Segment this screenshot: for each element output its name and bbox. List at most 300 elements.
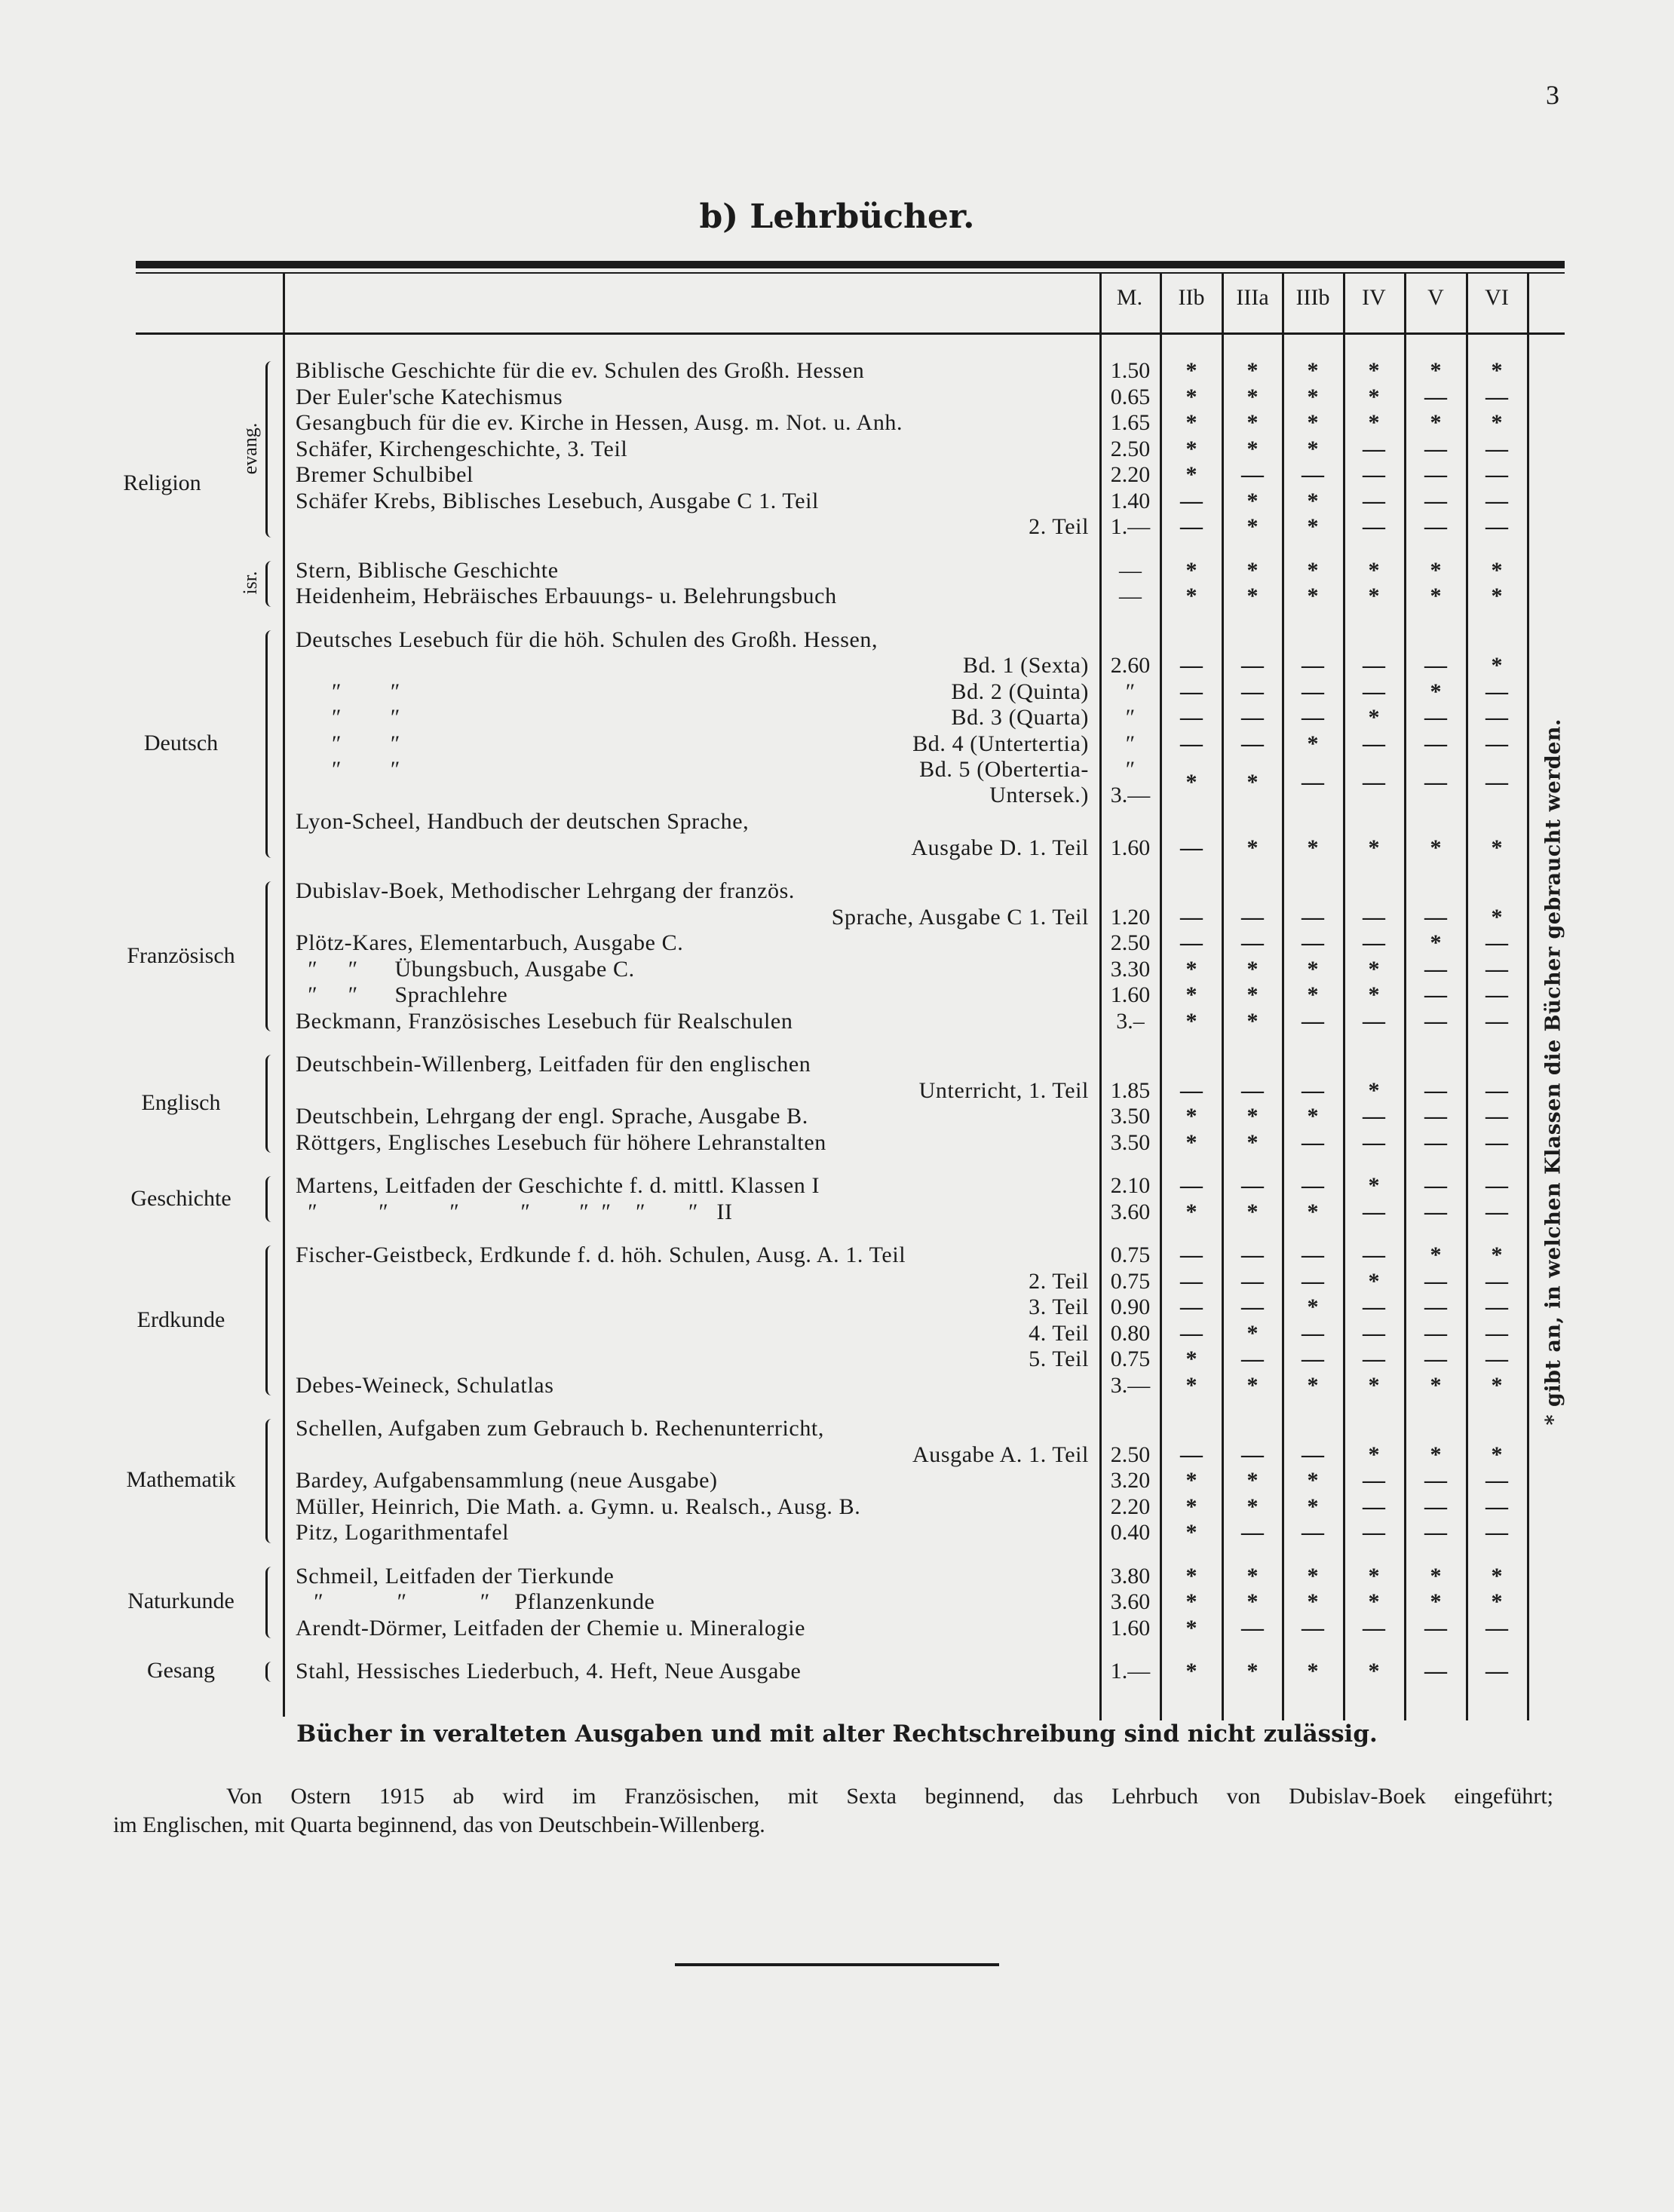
used-mark: * (1491, 1563, 1503, 1589)
used-mark: * (1491, 653, 1503, 678)
not-used-dash: — (1241, 1173, 1264, 1198)
not-used-dash: — (1363, 436, 1385, 461)
not-used-dash: — (1241, 930, 1264, 955)
not-used-dash: — (1424, 1294, 1447, 1319)
not-used-dash: — (1241, 1520, 1264, 1545)
not-used-dash: — (1301, 462, 1324, 487)
subject-label: Deutsch (143, 730, 219, 755)
price: 1.— (1110, 1659, 1151, 1684)
price: 3.— (1110, 1372, 1151, 1398)
price: 2.50 (1110, 1441, 1151, 1467)
table-row (0, 1494, 1674, 1520)
book-title: Debes-Weineck, Schulatlas (296, 1372, 554, 1398)
used-mark: * (1246, 1589, 1259, 1614)
not-used-dash: — (1485, 462, 1508, 487)
used-mark: * (1307, 514, 1319, 539)
used-mark: * (1185, 1468, 1197, 1493)
not-used-dash: — (1180, 514, 1203, 539)
subject-label: Mathematik (126, 1467, 236, 1493)
not-used-dash: — (1180, 1320, 1203, 1346)
not-used-dash: — (1301, 1615, 1324, 1641)
book-title: Deutsches Lesebuch für die höh. Schulen des Großh. Hessen, (296, 627, 878, 652)
used-mark: * (1246, 1494, 1259, 1519)
not-used-dash: — (1363, 1242, 1385, 1267)
section-label: evang. (239, 422, 261, 475)
not-used-dash: — (1241, 653, 1264, 678)
ditto-marks: ″ ″ (332, 705, 400, 730)
table-row (0, 705, 1674, 731)
page-title: b) Lehrbücher. (699, 198, 975, 236)
used-mark: * (1185, 1129, 1197, 1155)
not-used-dash: — (1424, 1077, 1447, 1103)
not-used-dash: — (1485, 1520, 1508, 1545)
not-used-dash: — (1485, 1268, 1508, 1294)
table-row (0, 514, 1674, 540)
not-used-dash: — (1485, 1468, 1508, 1493)
table-row (0, 809, 1674, 835)
used-mark: * (1430, 930, 1442, 955)
used-mark: * (1368, 1659, 1380, 1684)
book-title: Bardey, Aufgabensammlung (neue Ausgabe) (296, 1468, 718, 1493)
subject-label: Religion (123, 470, 201, 495)
used-mark: * (1185, 1347, 1197, 1371)
table-row (0, 358, 1674, 384)
table-row (0, 1564, 1674, 1589)
not-used-dash: — (1180, 904, 1203, 930)
not-used-dash: — (1363, 770, 1385, 795)
not-used-dash: — (1485, 679, 1508, 704)
price: 1.50 (1110, 358, 1151, 383)
column-header: V (1427, 285, 1444, 310)
used-mark: * (1368, 584, 1380, 608)
price: ″ (1125, 679, 1136, 704)
used-mark: * (1246, 956, 1259, 982)
used-mark: * (1185, 436, 1197, 461)
used-mark: * (1368, 956, 1380, 982)
book-title: Pitz, Logarithmentafel (296, 1520, 510, 1545)
column-header: IIb (1178, 285, 1205, 310)
price: 0.75 (1110, 1242, 1151, 1267)
not-used-dash: — (1424, 982, 1447, 1007)
not-used-dash: — (1301, 770, 1324, 795)
not-used-dash: — (1363, 904, 1385, 930)
subject-label: Naturkunde (127, 1589, 235, 1614)
used-mark: * (1368, 982, 1380, 1007)
not-used-dash: — (1485, 1129, 1508, 1155)
not-used-dash: — (1424, 1199, 1447, 1224)
book-title: Der Euler'sche Katechismus (296, 384, 563, 409)
price: 0.80 (1110, 1320, 1151, 1346)
used-mark: * (1430, 1242, 1442, 1267)
column-header: M. (1116, 285, 1143, 310)
not-used-dash: — (1180, 731, 1203, 756)
section-brace (265, 561, 274, 607)
not-used-dash: — (1363, 1008, 1385, 1034)
not-used-dash: — (1241, 731, 1264, 756)
section-brace (265, 1055, 274, 1153)
used-mark: * (1307, 436, 1319, 461)
used-mark: * (1307, 731, 1319, 756)
not-used-dash: — (1424, 1468, 1447, 1493)
section-brace (265, 1662, 274, 1682)
not-used-dash: — (1424, 1615, 1447, 1641)
used-mark: * (1491, 904, 1503, 930)
used-mark: * (1246, 1563, 1259, 1589)
not-used-dash: — (1424, 705, 1447, 730)
not-used-dash: — (1301, 904, 1324, 930)
used-mark: * (1491, 358, 1503, 383)
book-title: Arendt-Dörmer, Leitfaden der Chemie u. Mineralogie (296, 1615, 806, 1641)
book-title: 5. Teil (1029, 1347, 1089, 1371)
used-mark: * (1307, 358, 1319, 383)
not-used-dash: — (1301, 679, 1324, 704)
used-mark: * (1185, 410, 1197, 435)
book-title: Bremer Schulbibel (296, 462, 474, 487)
not-used-dash: — (1424, 1494, 1447, 1519)
book-title: Schäfer Krebs, Biblisches Lesebuch, Ausgabe C 1. Teil (296, 488, 819, 513)
column-header: VI (1485, 285, 1509, 310)
used-mark: * (1307, 1659, 1319, 1684)
table-row (0, 679, 1674, 705)
page-number: 3 (1546, 80, 1559, 110)
not-used-dash: — (1485, 1320, 1508, 1346)
used-mark: * (1491, 1441, 1503, 1467)
not-used-dash: — (1301, 653, 1324, 678)
not-used-dash: — (1424, 384, 1447, 409)
book-title: Ausgabe D. 1. Teil (911, 835, 1089, 860)
used-mark: * (1246, 514, 1259, 539)
book-title: Schmeil, Leitfaden der Tierkunde (296, 1563, 615, 1589)
used-mark: * (1430, 358, 1442, 383)
not-used-dash: — (1424, 1129, 1447, 1155)
used-mark: * (1246, 1104, 1259, 1129)
book-title: Müller, Heinrich, Die Math. a. Gymn. u. Realsch., Ausg. B. (296, 1494, 861, 1519)
not-used-dash: — (1485, 930, 1508, 955)
used-mark: * (1185, 384, 1197, 409)
used-mark: * (1368, 835, 1380, 860)
paragraph-line-1: Von Ostern 1915 ab wird im Französischen, mit Sexta beginnend, das Lehrbuch von Dubislav-Boek eingeführt; (226, 1784, 1553, 1809)
table-row (0, 1347, 1674, 1372)
used-mark: * (1246, 436, 1259, 461)
not-used-dash: — (1424, 1659, 1447, 1684)
not-used-dash: — (1241, 1268, 1264, 1294)
price: 3.30 (1110, 956, 1151, 982)
book-title: Bd. 1 (Sexta) (963, 653, 1089, 678)
used-mark: * (1307, 1468, 1319, 1493)
price: 1.— (1110, 514, 1151, 539)
book-title: Plötz-Kares, Elementarbuch, Ausgabe C. (296, 930, 684, 955)
not-used-dash: — (1424, 1104, 1447, 1129)
price: 2.20 (1110, 462, 1151, 487)
section-brace (265, 881, 274, 1031)
table-row (0, 1242, 1674, 1268)
not-used-dash: — (1301, 705, 1324, 730)
subject-label: Geschichte (130, 1185, 231, 1211)
used-mark: * (1246, 557, 1259, 583)
not-used-dash: — (1485, 1077, 1508, 1103)
used-mark: * (1368, 557, 1380, 583)
not-used-dash: — (1241, 705, 1264, 730)
not-used-dash: — (1241, 1615, 1264, 1641)
used-mark: * (1246, 358, 1259, 383)
book-title: Sprache, Ausgabe C 1. Teil (831, 904, 1089, 930)
used-mark: * (1368, 1077, 1380, 1103)
not-used-dash: — (1241, 679, 1264, 704)
not-used-dash: — (1363, 1104, 1385, 1129)
not-used-dash: — (1424, 653, 1447, 678)
used-mark: * (1185, 1520, 1197, 1545)
column-header: IIIb (1295, 285, 1330, 310)
not-used-dash: — (1180, 1441, 1203, 1467)
ditto-marks: ″ ″ (332, 757, 400, 782)
book-title: ″ ″ ″ ″ ″ ″ ″ ″ II (296, 1199, 733, 1224)
used-mark: * (1307, 1494, 1319, 1519)
used-mark: * (1246, 1008, 1259, 1034)
not-used-dash: — (1424, 904, 1447, 930)
not-used-dash: — (1301, 1242, 1324, 1267)
ditto-marks: ″ ″ (332, 731, 400, 756)
not-used-dash: — (1485, 1173, 1508, 1198)
price: ″ (1125, 731, 1136, 756)
not-used-dash: — (1485, 1199, 1508, 1224)
used-mark: * (1430, 1589, 1442, 1614)
not-used-dash: — (1301, 1320, 1324, 1346)
not-used-dash: — (1180, 488, 1203, 513)
not-used-dash: — (1485, 982, 1508, 1007)
book-title: 2. Teil (1029, 1268, 1089, 1294)
section-brace (265, 361, 274, 538)
used-mark: * (1307, 384, 1319, 409)
not-used-dash: — (1363, 514, 1385, 539)
used-mark: * (1491, 557, 1503, 583)
not-used-dash: — (1301, 1268, 1324, 1294)
section-brace (265, 1419, 274, 1543)
not-used-dash: — (1301, 1441, 1324, 1467)
price: 3.20 (1110, 1468, 1151, 1493)
used-mark: * (1491, 410, 1503, 435)
book-title: Bd. 3 (Quarta) (951, 705, 1089, 730)
not-used-dash: — (1301, 1173, 1324, 1198)
not-used-dash: — (1241, 904, 1264, 930)
not-used-dash: — (1241, 462, 1264, 487)
table-row (0, 1269, 1674, 1294)
not-used-dash: — (1363, 930, 1385, 955)
not-used-dash: — (1424, 770, 1447, 795)
not-used-dash: — (1363, 1468, 1385, 1493)
book-title: Stahl, Hessisches Liederbuch, 4. Heft, Neue Ausgabe (296, 1659, 802, 1684)
table-top-thick-rule (136, 261, 1565, 268)
used-mark: * (1491, 584, 1503, 608)
not-used-dash: — (1301, 1347, 1324, 1371)
used-mark: * (1368, 1173, 1380, 1198)
used-mark: * (1368, 1268, 1380, 1294)
not-used-dash: — (1485, 488, 1508, 513)
used-mark: * (1307, 1563, 1319, 1589)
used-mark: * (1185, 1372, 1197, 1398)
not-used-dash: — (1241, 1294, 1264, 1319)
used-mark: * (1185, 1199, 1197, 1224)
used-mark: * (1246, 1372, 1259, 1398)
used-mark: * (1368, 384, 1380, 409)
used-mark: * (1307, 1104, 1319, 1129)
table-top-thin-rule (136, 272, 1565, 274)
not-used-dash: — (1424, 488, 1447, 513)
price: 0.75 (1110, 1347, 1151, 1371)
not-used-dash: — (1424, 1520, 1447, 1545)
used-mark: * (1185, 1589, 1197, 1614)
book-title: Heidenheim, Hebräisches Erbauungs- u. Belehrungsbuch (296, 584, 837, 608)
used-mark: * (1430, 1372, 1442, 1398)
not-used-dash: — (1485, 514, 1508, 539)
price: 1.85 (1110, 1077, 1151, 1103)
book-title: Beckmann, Französisches Lesebuch für Realschulen (296, 1008, 793, 1034)
used-mark: * (1307, 1372, 1319, 1398)
not-used-dash: — (1180, 705, 1203, 730)
used-mark: * (1185, 1104, 1197, 1129)
used-mark: * (1246, 1320, 1259, 1346)
price: 2.60 (1110, 653, 1151, 678)
price: 2.20 (1110, 1494, 1151, 1519)
used-mark: * (1246, 1129, 1259, 1155)
price: 0.40 (1110, 1520, 1151, 1545)
price: 3.— (1110, 783, 1151, 807)
table-row (0, 653, 1674, 679)
book-title: Stern, Biblische Geschichte (296, 557, 559, 583)
not-used-dash: — (1485, 1659, 1508, 1684)
price: 3.60 (1110, 1589, 1151, 1614)
book-title-continued: Untersek.) (989, 783, 1089, 807)
used-mark: * (1246, 1468, 1259, 1493)
book-title: Deutschbein-Willenberg, Leitfaden für den englischen (296, 1052, 811, 1077)
subject-label: Englisch (141, 1090, 221, 1115)
price: 0.90 (1110, 1294, 1151, 1319)
price: 1.20 (1110, 904, 1151, 930)
used-mark: * (1246, 584, 1259, 608)
not-used-dash: — (1363, 679, 1385, 704)
section-brace (265, 1176, 274, 1222)
not-used-dash: — (1424, 1268, 1447, 1294)
not-used-dash: — (1424, 436, 1447, 461)
used-mark: * (1307, 956, 1319, 982)
not-used-dash: — (1485, 1008, 1508, 1034)
subject-label: Französisch (127, 942, 235, 968)
not-used-dash: — (1363, 731, 1385, 756)
not-used-dash: — (1180, 1173, 1203, 1198)
table-row (0, 982, 1674, 1008)
table-row (0, 878, 1674, 904)
price: — (1119, 584, 1142, 608)
book-title: ″ ″ Sprachlehre (296, 982, 508, 1007)
not-used-dash: — (1363, 1294, 1385, 1319)
used-mark: * (1246, 982, 1259, 1007)
section-brace (265, 1567, 274, 1639)
book-title: Martens, Leitfaden der Geschichte f. d. mittl. Klassen I (296, 1173, 820, 1198)
not-used-dash: — (1241, 1242, 1264, 1267)
used-mark: * (1185, 1494, 1197, 1519)
used-mark: * (1307, 1294, 1319, 1319)
used-mark: * (1430, 557, 1442, 583)
price: 2.10 (1110, 1173, 1151, 1198)
used-mark: * (1368, 358, 1380, 383)
not-used-dash: — (1363, 462, 1385, 487)
not-used-dash: — (1180, 1294, 1203, 1319)
table-row (0, 1416, 1674, 1441)
book-title: Bd. 2 (Quinta) (951, 679, 1089, 704)
used-mark: * (1368, 410, 1380, 435)
book-title: Schäfer, Kirchengeschichte, 3. Teil (296, 436, 628, 461)
used-mark: * (1185, 1615, 1197, 1641)
not-used-dash: — (1485, 705, 1508, 730)
book-title: 2. Teil (1029, 514, 1089, 539)
table-row (0, 1130, 1674, 1156)
not-used-dash: — (1363, 1199, 1385, 1224)
book-title: Ausgabe A. 1. Teil (912, 1441, 1089, 1467)
section-brace (265, 1245, 274, 1396)
used-mark: * (1185, 956, 1197, 982)
not-used-dash: — (1485, 1494, 1508, 1519)
used-mark: * (1368, 1563, 1380, 1589)
column-header: IV (1362, 285, 1386, 310)
book-title: Deutschbein, Lehrgang der engl. Sprache, Ausgabe B. (296, 1104, 808, 1129)
used-mark: * (1246, 835, 1259, 860)
used-mark: * (1185, 770, 1197, 795)
closing-rule (675, 1963, 999, 1966)
used-mark: * (1430, 1563, 1442, 1589)
price: — (1119, 557, 1142, 583)
price: ″ (1125, 705, 1136, 730)
column-header: IIIa (1236, 285, 1269, 310)
used-mark: * (1368, 705, 1380, 730)
used-mark: * (1307, 410, 1319, 435)
used-mark: * (1246, 1199, 1259, 1224)
used-mark: * (1307, 557, 1319, 583)
price: 1.60 (1110, 1615, 1151, 1641)
subject-label: Gesang (147, 1658, 215, 1684)
book-title: Fischer-Geistbeck, Erdkunde f. d. höh. Schulen, Ausg. A. 1. Teil (296, 1242, 906, 1267)
not-used-dash: — (1485, 731, 1508, 756)
section-brace (265, 630, 274, 859)
used-mark: * (1368, 1441, 1380, 1467)
used-mark: * (1307, 488, 1319, 513)
not-used-dash: — (1301, 930, 1324, 955)
price: 3.50 (1110, 1104, 1151, 1129)
table-row (0, 1009, 1674, 1034)
used-mark: * (1491, 835, 1503, 860)
not-used-dash: — (1180, 835, 1203, 860)
used-mark: * (1368, 1372, 1380, 1398)
table-row (0, 905, 1674, 930)
book-title: Biblische Geschichte für die ev. Schulen des Großh. Hessen (296, 358, 865, 383)
not-used-dash: — (1485, 1615, 1508, 1641)
book-title: Bd. 5 (Obertertia- (919, 757, 1089, 782)
table-row (0, 1520, 1674, 1546)
price: 2.50 (1110, 930, 1151, 955)
not-used-dash: — (1180, 1268, 1203, 1294)
not-used-dash: — (1485, 770, 1508, 795)
not-used-dash: — (1301, 1077, 1324, 1103)
used-mark: * (1491, 1372, 1503, 1398)
not-used-dash: — (1424, 462, 1447, 487)
used-mark: * (1185, 358, 1197, 383)
not-used-dash: — (1424, 731, 1447, 756)
not-used-dash: — (1241, 1441, 1264, 1467)
price: 2.50 (1110, 436, 1151, 461)
table-row (0, 1052, 1674, 1077)
not-used-dash: — (1241, 1347, 1264, 1371)
book-title: Dubislav-Boek, Methodischer Lehrgang der französ. (296, 878, 795, 903)
not-used-dash: — (1180, 679, 1203, 704)
not-used-dash: — (1485, 1294, 1508, 1319)
